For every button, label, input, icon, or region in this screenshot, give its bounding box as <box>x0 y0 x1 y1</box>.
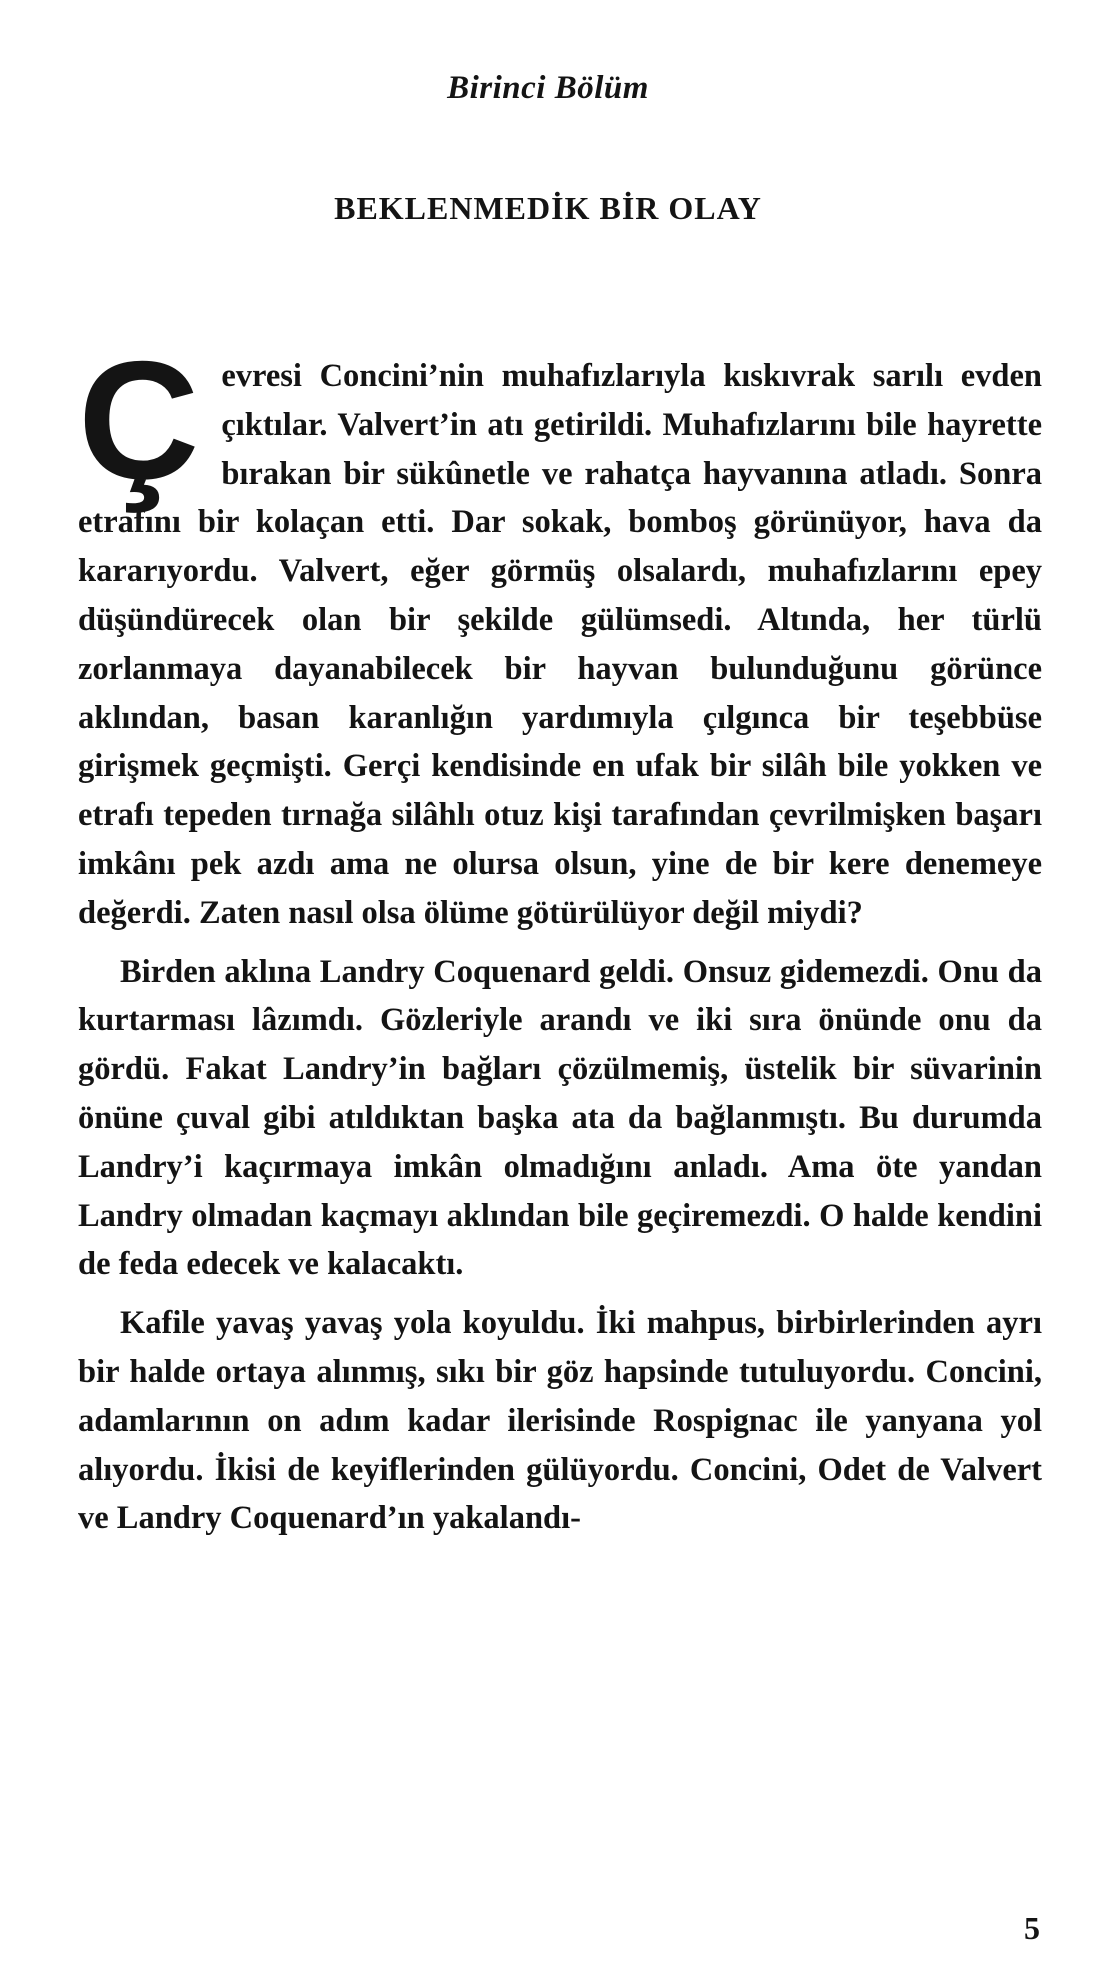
paragraph-1-text: evresi Concini’nin muhafızlarıyla kıskıvrak sarılı evden çıktılar. Valvert’in atı getirildi. Muhafızlarını bile hayrette bırakan bir sükûnetle ve rahatça hayvanına atladı. Sonra etrafını bir kolaçan etti. Dar sokak, bomboş görünüyor, hava da kararıyordu. Valvert, eğer görmüş olsalardı, muhafızlarını epey düşündürecek olan bir şekilde gülümsedi. Altında, her türlü zorlanmaya dayanabilecek bir hayvan bulunduğunu görünce aklından, basan karanlığın yardımıyla çılgınca bir teşebbüse girişmek geçmişti. Gerçi kendisinde en ufak bir silâh bile yokken ve etrafı tepeden tırnağa silâhlı otuz kişi tarafından çevrilmişken başarı imkânı pek azdı ama ne olursa olsun, yine de bir kere denemeye değerdi. Zaten nasıl olsa ölüme götürülüyor değil miydi? <box>78 358 1042 931</box>
chapter-label: Birinci Bölüm <box>447 70 649 106</box>
chapter-title: BEKLENMEDİK BİR OLAY <box>334 190 762 226</box>
paragraph-1 <box>78 326 1042 938</box>
drop-cap: Ç <box>78 326 200 514</box>
paragraph-3: Kafile yavaş yavaş yola koyuldu. İki mahpus, birbirlerinden ayrı bir halde ortaya alınmış, sıkı bir göz hapsinde tutuluyordu. Concini, adamlarının on adım kadar ilerisinde Rospignac ile yanyana yol alıyordu. İkisi de keyiflerinden gülüyordu. Concini, Odet de Valvert ve Landry Coquenard’ın yakalandı- <box>78 1305 1042 1537</box>
paragraph-2: Birden aklına Landry Coquenard geldi. Onsuz gidemezdi. Onu da kurtarması lâzımdı. Gözleriyle arandı ve iki sıra önünde onu da gördü. Fakat Landry’in bağları çözülmemiş, üstelik bir süvarinin önüne çuval gibi atıldıktan başka ata da bağlanmıştı. Bu durumda Landry’i kaçırmaya imkân olmadığını anladı. Ama öte yandan Landry olmadan kaçmayı aklından bile geçiremezdi. O halde kendini de feda edecek ve kalacaktı. <box>78 953 1042 1283</box>
body-text <box>78 326 1042 1543</box>
page-number: 5 <box>1024 1910 1040 1946</box>
